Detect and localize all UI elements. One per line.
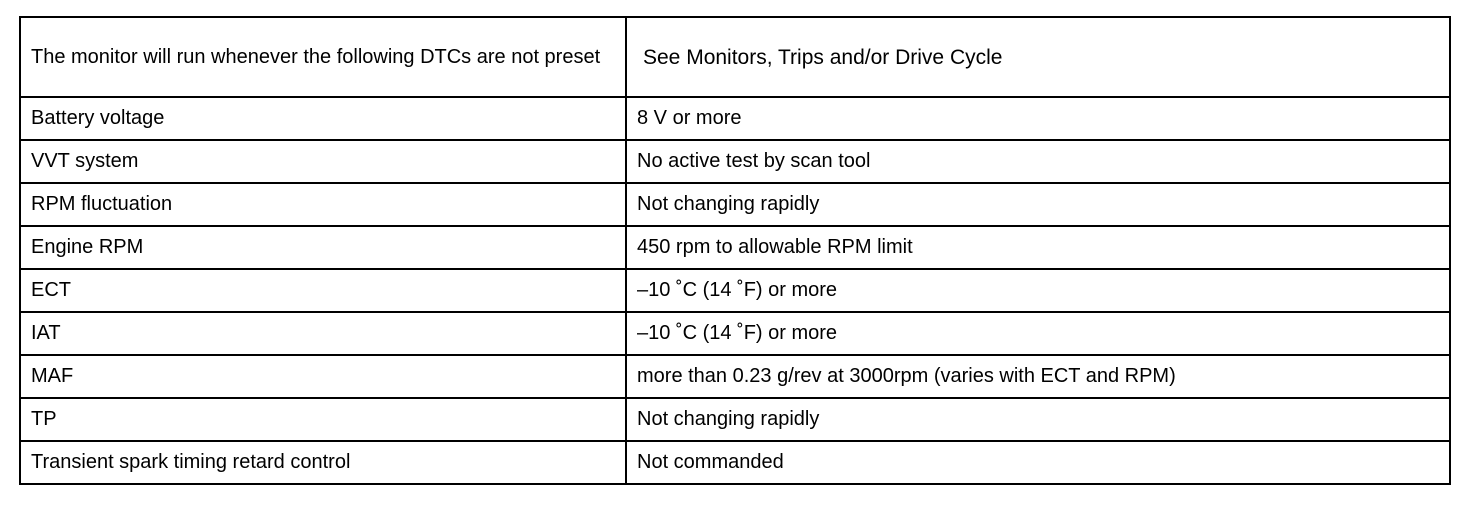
table-row (20, 312, 1450, 355)
dtc-condition-value-cell: See Monitors, Trips and/or Drive Cycle (626, 17, 1450, 97)
value-cell: 450 rpm to allowable RPM limit (626, 226, 1450, 269)
parameter-cell: IAT (20, 312, 626, 355)
parameter-cell: MAF (20, 355, 626, 398)
value-cell: more than 0.23 g/rev at 3000rpm (varies with ECT and RPM) (626, 355, 1450, 398)
dtc-condition-cell: The monitor will run whenever the following DTCs are not preset (20, 17, 626, 97)
value-cell: –10 ˚C (14 ˚F) or more (626, 269, 1450, 312)
value-cell: Not commanded (626, 441, 1450, 484)
table-header-row (20, 17, 1450, 97)
parameter-cell: Transient spark timing retard control (20, 441, 626, 484)
value-cell: No active test by scan tool (626, 140, 1450, 183)
value-cell: 8 V or more (626, 97, 1450, 140)
parameter-cell: TP (20, 398, 626, 441)
table-row (20, 269, 1450, 312)
parameter-cell: RPM fluctuation (20, 183, 626, 226)
table-row (20, 355, 1450, 398)
parameter-cell: Engine RPM (20, 226, 626, 269)
table-row (20, 97, 1450, 140)
monitor-conditions-table (19, 16, 1451, 485)
table-row (20, 398, 1450, 441)
value-cell: –10 ˚C (14 ˚F) or more (626, 312, 1450, 355)
parameter-cell: Battery voltage (20, 97, 626, 140)
parameter-cell: ECT (20, 269, 626, 312)
table-row (20, 226, 1450, 269)
value-cell: Not changing rapidly (626, 398, 1450, 441)
table-row (20, 441, 1450, 484)
table-row (20, 183, 1450, 226)
value-cell: Not changing rapidly (626, 183, 1450, 226)
parameter-cell: VVT system (20, 140, 626, 183)
table-row (20, 140, 1450, 183)
